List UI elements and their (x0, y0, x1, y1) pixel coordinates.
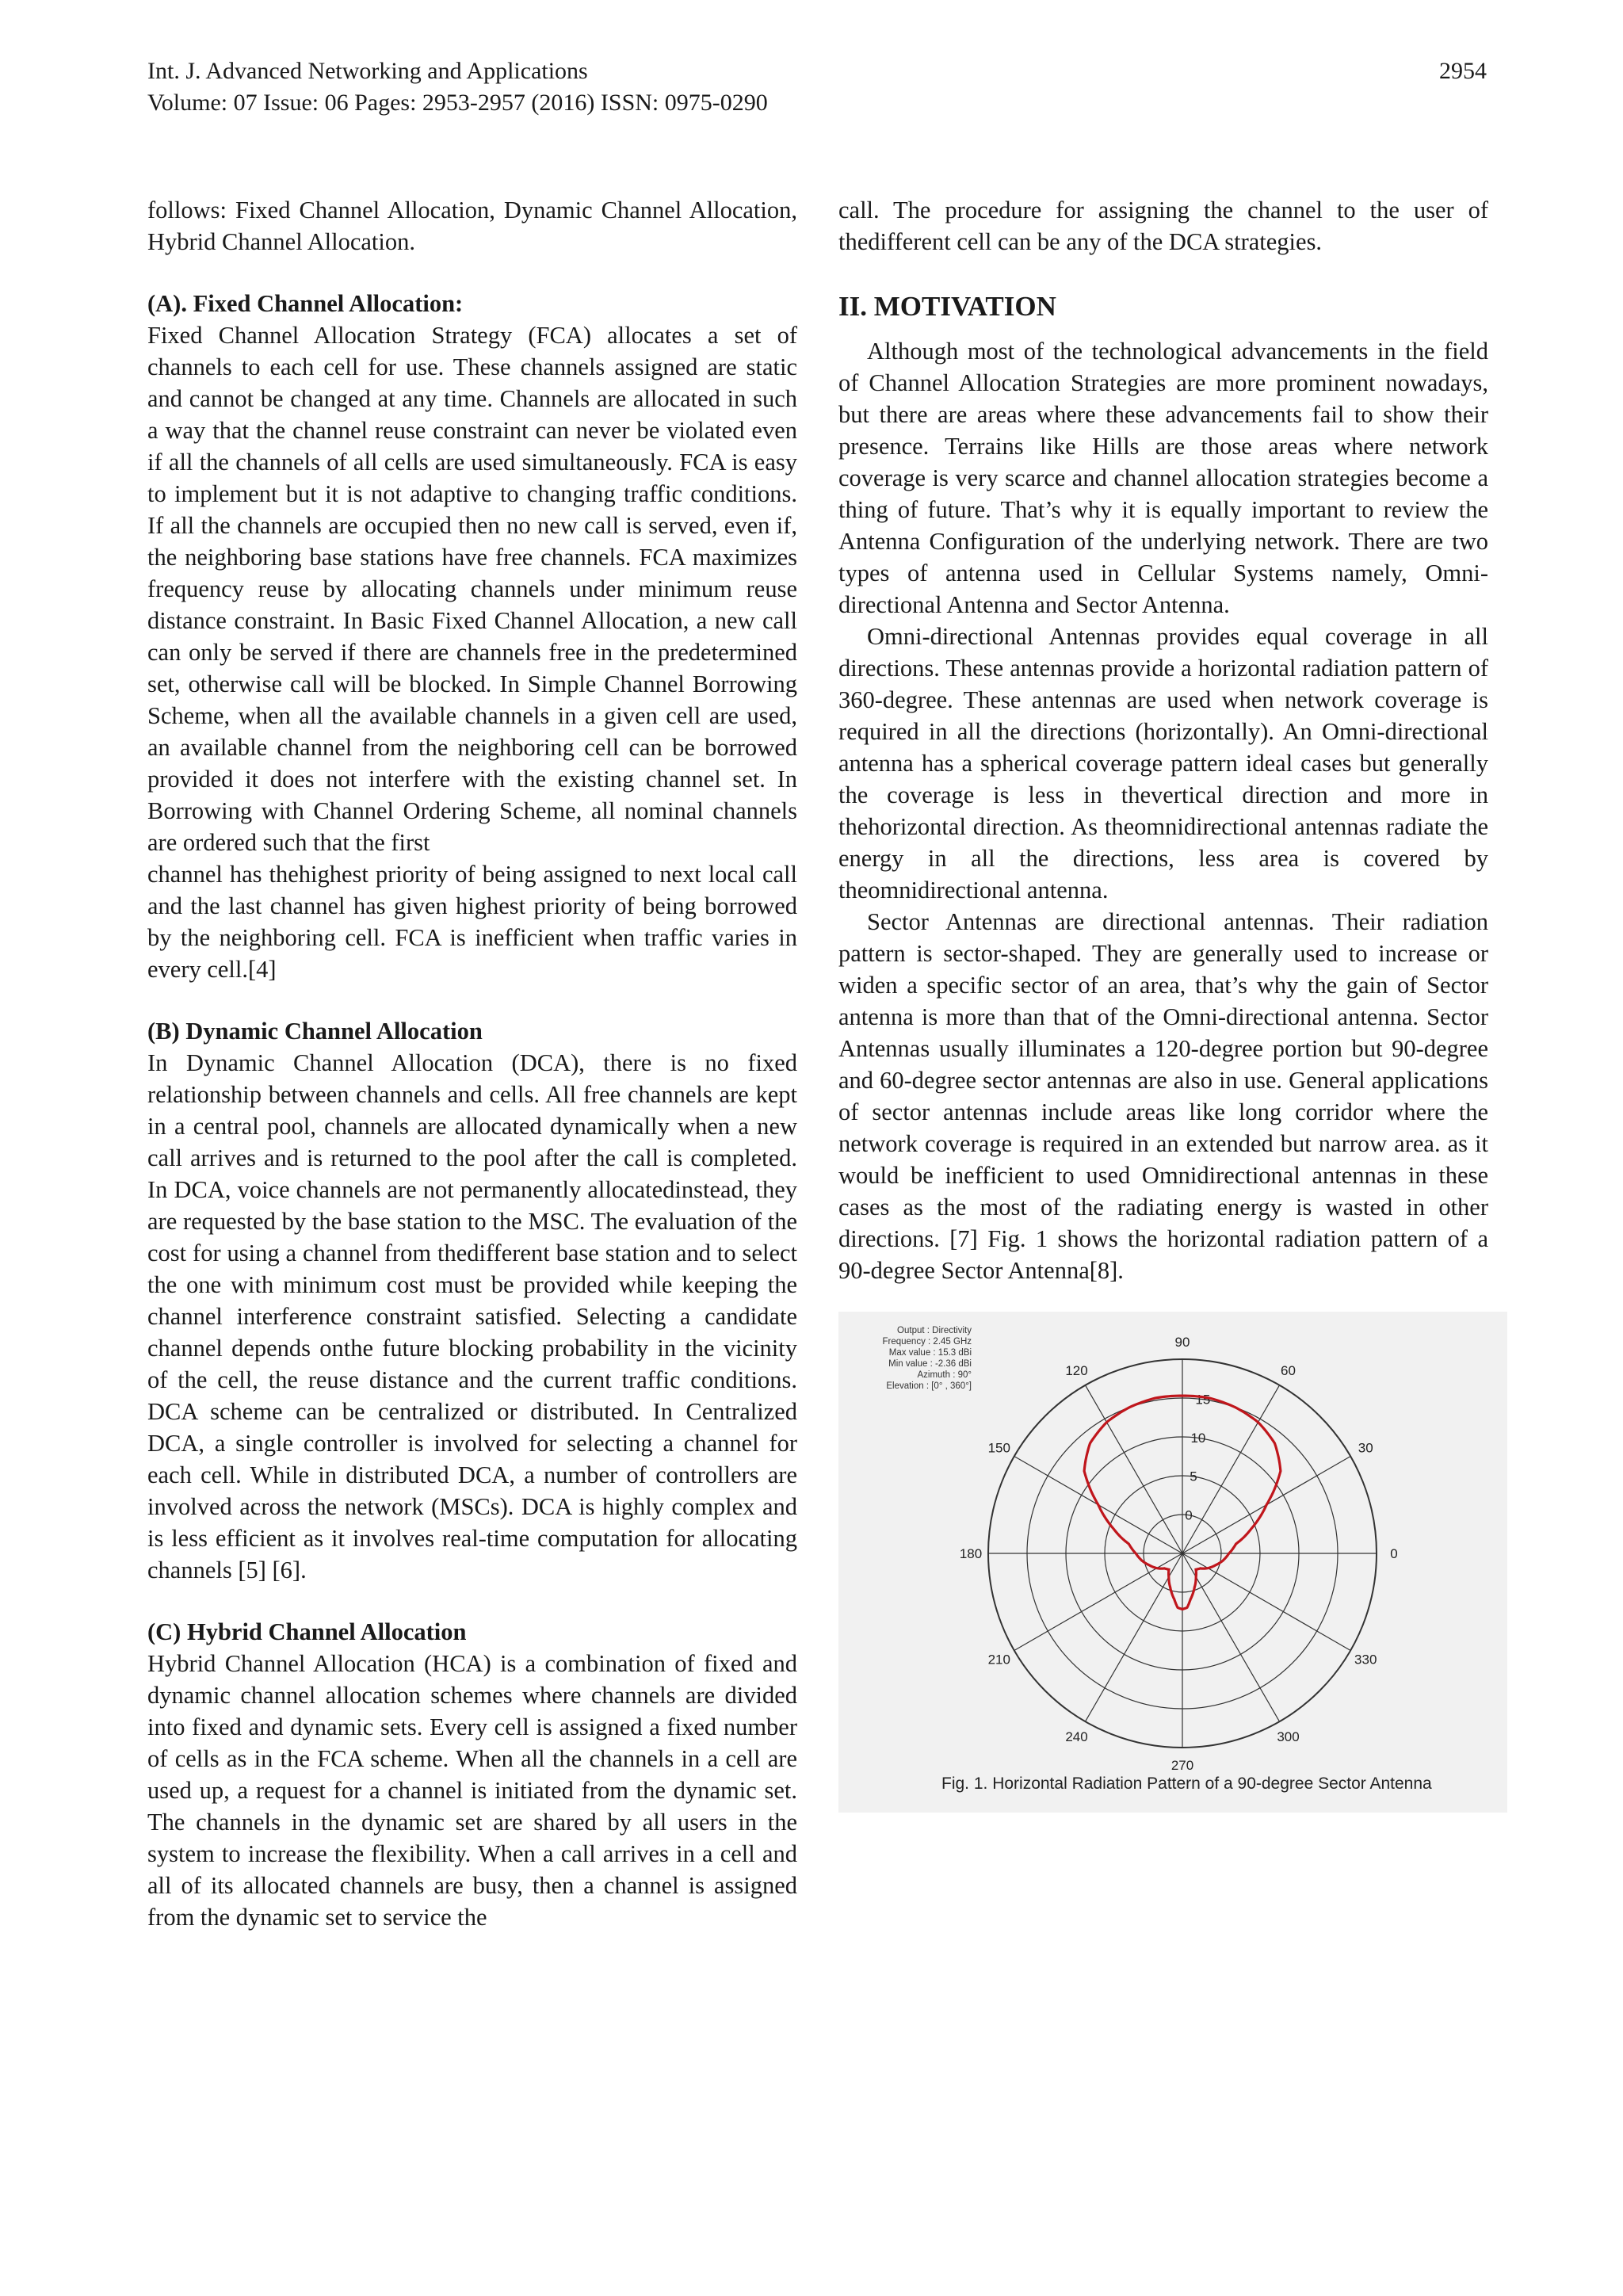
spoke-120 (1086, 1385, 1183, 1553)
radial-label-0: 0 (1185, 1507, 1193, 1523)
dca-paragraph: In Dynamic Channel Allocation (DCA), there is no fixed relationship between channels and cells. All free channels are kept in a central pool, channels are allocated dynamically when a new call arrives and is returned to the pool after the call is completed. In DCA, voice channels are not permanently allocatedinstead, they are requested by the base station to the MSC. The evaluation of the cost for using a channel from thedifferent base station and to select the one with minimum cost must be provided while keeping the channel interference constraint satisfied. Selecting a candidate channel depends onthe future blocking probability in the vicinity of the cell, the reuse distance and the current traffic conditions. DCA scheme can be centralized or distributed. In Centralized DCA, a single controller is involved for selecting a channel for each cell. While in distributed DCA, a number of controllers are involved across the network (MSCs). DCA is highly complex and is less efficient as it involves real-time computation for allocating channels [5] [6]. (147, 1049, 797, 1584)
volume-line: Volume: 07 Issue: 06 Pages: 2953-2957 (2016) ISSN: 0975-0290 (147, 90, 768, 116)
journal-name: Int. J. Advanced Networking and Applications (147, 58, 588, 84)
intro-paragraph: follows: Fixed Channel Allocation, Dynamic Channel Allocation, Hybrid Channel Allocation. (147, 197, 797, 255)
polar-spokes (988, 1359, 1377, 1748)
angle-label-270: 270 (1170, 1758, 1194, 1773)
angle-label-30: 30 (1358, 1440, 1373, 1456)
motivation-paragraph-1: Although most of the technological advancements in the field of Channel Allocation Strategies are more prominent nowadays, but there are areas where these advancements fail to show their presence. Terrains like Hills are those areas where network coverage is very scarce and channel allocation strategies become a thing of future. That’s why it is equally important to review the Antenna Configuration of the underlying network. There are two types of antenna used in Cellular Systems namely, Omni-directional Antenna and Sector Antenna. (838, 338, 1488, 618)
info-line-min: Min value : -2.36 dBi (888, 1359, 972, 1369)
angle-label-300: 300 (1277, 1729, 1300, 1745)
chart-info-box (883, 1326, 972, 1391)
subsection-title-fca: (A). Fixed Channel Allocation: (147, 290, 464, 317)
angle-label-180: 180 (959, 1546, 983, 1561)
fca-paragraph-2: channel has thehighest priority of being assigned to next local call and the last channel has given highest priority of being borrowed by the neighboring cell. FCA is inefficient when traffic varies in every cell.[4] (147, 861, 797, 983)
motivation-paragraph-2: Omni-directional Antennas provides equal coverage in all directions. These antennas provide a horizontal radiation pattern of 360-degree. These antennas are used when network coverage is required in all the directions (horizontally). An Omni-directional antenna has a spherical coverage pattern ideal cases but generally the coverage is less in thevertical direction and more in thehorizontal direction. As theomnidirectional antennas radiate the energy in all the directions, less area is covered by theomnidirectional antenna. (838, 623, 1488, 904)
subsection-title-dca: (B) Dynamic Channel Allocation (147, 1018, 483, 1045)
running-header (147, 55, 1487, 119)
left-column (147, 194, 797, 1933)
continuation-paragraph: call. The procedure for assigning the channel to the user of thedifferent cell can be any of the DCA strategies. (838, 197, 1488, 255)
info-line-max: Max value : 15.3 dBi (888, 1348, 972, 1358)
angle-label-60: 60 (1281, 1362, 1296, 1378)
angle-label-210: 210 (987, 1652, 1010, 1668)
angle-label-240: 240 (1065, 1729, 1088, 1745)
right-column (838, 194, 1488, 1813)
info-line-output: Output : Directivity (897, 1326, 972, 1335)
radial-labels (1185, 1392, 1210, 1522)
page-number: 2954 (1439, 58, 1487, 84)
radial-label-15: 15 (1195, 1392, 1211, 1408)
radial-label-5: 5 (1190, 1469, 1197, 1484)
hca-paragraph: Hybrid Channel Allocation (HCA) is a combination of fixed and dynamic channel allocation schemes where channels are divided into fixed and dynamic sets. Every cell is assigned a fixed number of cells as in the FCA scheme. When all the channels in a cell are used up, a request for a channel is initiated from the dynamic set. The channels in the dynamic set are shared by all users in the system to increase the flexibility. When a call arrives in a cell and all of its allocated channels are busy, then a channel is assigned from the dynamic set to service the (147, 1650, 797, 1931)
motivation-paragraph-3: Sector Antennas are directional antennas. Their radiation pattern is sector-shaped. They are generally used to increase or widen a specific sector of an area, that’s why the gain of Sector antenna is more than that of the Omni-directional antenna. Sector Antennas usually illuminates a 120-degree portion but 90-degree and 60-degree sector antennas are also in use. General applications of sector antennas include areas like long corridor where the network coverage is required in an extended but narrow area. as it would be inefficient to used Omnidirectional antennas in these cases as the most of the radiating energy is wasted in other directions. [7] Fig. 1 shows the horizontal radiation pattern of a 90-degree Sector Antenna[8]. (838, 908, 1488, 1284)
section-title-motivation: II. MOTIVATION (838, 291, 1056, 322)
angle-label-90: 90 (1174, 1335, 1190, 1350)
angle-label-330: 330 (1354, 1652, 1377, 1668)
angle-label-150: 150 (987, 1440, 1010, 1456)
subsection-title-hca: (C) Hybrid Channel Allocation (147, 1618, 467, 1645)
radial-label-10: 10 (1190, 1431, 1206, 1446)
angle-label-0: 0 (1390, 1546, 1398, 1561)
fca-paragraph-1: Fixed Channel Allocation Strategy (FCA) allocates a set of channels to each cell for use. These channels assigned are static and cannot be changed at any time. Channels are allocated in such a way that the channel reuse constraint can never be violated even if all the channels of all cells are used simultaneously. FCA is easy to implement but it is not adaptive to changing traffic conditions. If all the channels are occupied then no new call is served, even if, the neighboring base stations have free channels. FCA maximizes frequency reuse by allocating channels under minimum reuse distance constraint. In Basic Fixed Channel Allocation, a new call can only be served if there are channels free in the predetermined set, otherwise call will be blocked. In Simple Channel Borrowing Scheme, when all the available channels in a given cell are used, an available channel from the neighboring cell can be borrowed provided it does not interfere with the existing channel set. In Borrowing with Channel Ordering Scheme, all nominal channels are ordered such that the first (147, 322, 797, 856)
figure-1 (838, 1312, 1507, 1813)
info-line-azimuth: Azimuth : 90° (917, 1370, 972, 1380)
info-line-frequency: Frequency : 2.45 GHz (882, 1337, 972, 1347)
info-line-elevation: Elevation : [0° , 360°] (886, 1381, 972, 1391)
polar-radiation-chart (838, 1312, 1507, 1813)
angle-label-120: 120 (1065, 1362, 1088, 1378)
figure-caption: Fig. 1. Horizontal Radiation Pattern of a 90-degree Sector Antenna (941, 1775, 1432, 1793)
